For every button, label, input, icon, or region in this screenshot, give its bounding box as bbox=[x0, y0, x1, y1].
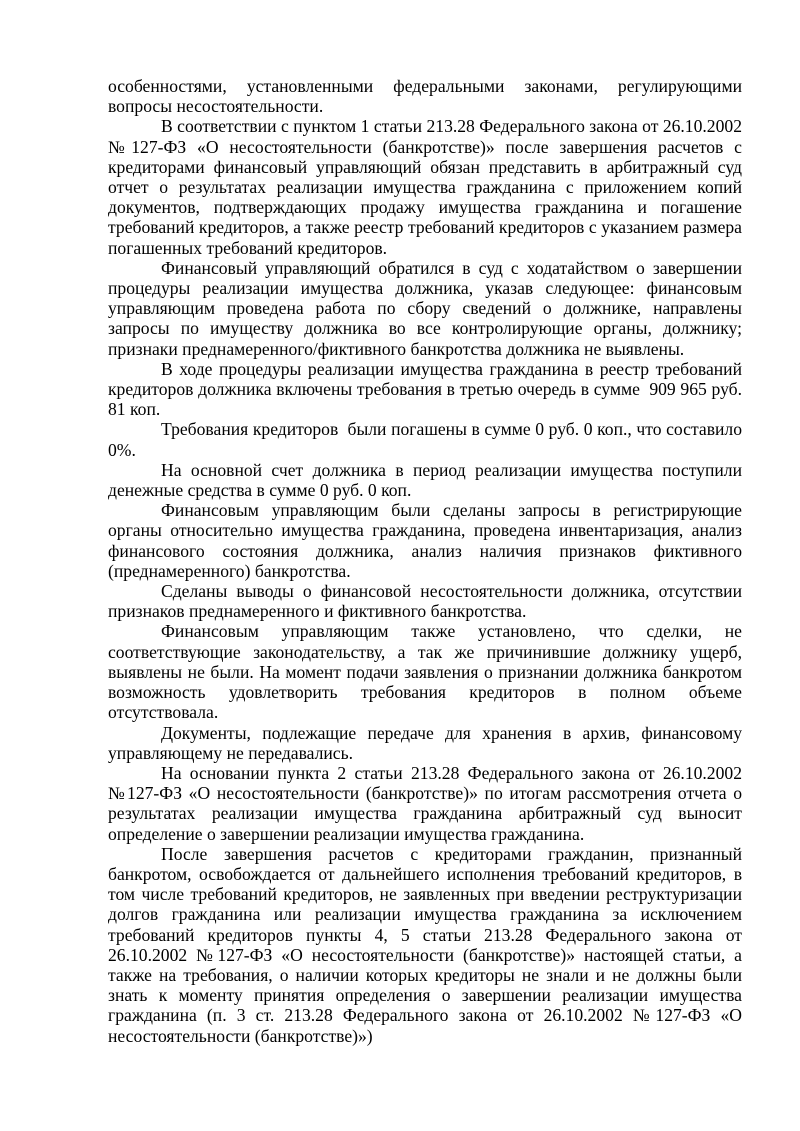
paragraph-8: Сделаны выводы о финансовой несостоятельности должника, отсутствии признаков преднамеренного и фиктивного банкротства. bbox=[108, 581, 742, 622]
paragraph-12: После завершения расчетов с кредиторами гражданин, признанный банкротом, освобождается от дальнейшего исполнения требований кредиторов, в том числе требований кредиторов, не заявленных при введении реструктуризации долгов гражданина или реализации имущества гражданина за исключением требований кредиторов пункты 4, 5 статьи 213.28 Федерального закона от 26.10.2002 №127-ФЗ «О несостоятельности (банкротстве)» настоящей статьи, а также на требования, о наличии которых кредиторы не знали и не должны были знать к моменту принятия определения о завершении реализации имущества гражданина (п. 3 ст. 213.28 Федерального закона от 26.10.2002 №127-ФЗ «О несостоятельности (банкротстве)») bbox=[108, 843, 742, 1046]
paragraph-10: Документы, подлежащие передаче для хранения в архив, финансовому управляющему не передавались. bbox=[108, 722, 742, 763]
paragraph-9: Финансовым управляющим также установлено, что сделки, не соответствующие законодательству, а так же причинившие должнику ущерб, выявлены не были. На момент подачи заявления о признании должника банкротом возможность удовлетворить требования кредиторов в полном объеме отсутствовала. bbox=[108, 621, 742, 723]
paragraph-4: В ходе процедуры реализации имущества гражданина в реестр требований кредиторов должника включены требования в третью очередь в сумме 909 965 руб. 81 коп. bbox=[108, 358, 742, 420]
paragraph-7: Финансовым управляющим были сделаны запросы в регистрирующие органы относительно имущества гражданина, проведена инвентаризация, анализ финансового состояния должника, анализ наличия признаков фиктивного (преднамеренного) банкротства. bbox=[108, 500, 742, 581]
paragraph-2: В соответствии с пунктом 1 статьи 213.28 Федерального закона от 26.10.2002 №127-ФЗ «О несостоятельности (банкротстве)» после завершения расчетов с кредиторами финансовый управляющий обязан представить в арбитражный суд отчет о результатах реализации имущества гражданина с приложением копий документов, подтверждающих продажу имущества гражданина и погашение требований кредиторов, а также реестр требований кредиторов с указанием размера погашенных требований кредиторов. bbox=[108, 116, 742, 258]
document-body bbox=[108, 76, 742, 1046]
paragraph-3: Финансовый управляющий обратился в суд с ходатайством о завершении процедуры реализации имущества должника, указав следующее: финансовым управляющим проведена работа по сбору сведений о должнике, направлены запросы по имуществу должника во все контролирующие органы, должнику; признаки преднамеренного/фиктивного банкротства должника не выявлены. bbox=[108, 257, 742, 359]
paragraph-1: особенностями, установленными федеральными законами, регулирующими вопросы несостоятельности. bbox=[108, 76, 742, 117]
paragraph-5: Требования кредиторов были погашены в сумме 0 руб. 0 коп., что составило 0%. bbox=[108, 419, 742, 460]
paragraph-11: На основании пункта 2 статьи 213.28 Федерального закона от 26.10.2002 №127-ФЗ «О несостоятельности (банкротстве)» по итогам рассмотрения отчета о результатах реализации имущества гражданина арбитражный суд выносит определение о завершении реализации имущества гражданина. bbox=[108, 762, 742, 844]
paragraph-6: На основной счет должника в период реализации имущества поступили денежные средства в сумме 0 руб. 0 коп. bbox=[108, 459, 742, 501]
